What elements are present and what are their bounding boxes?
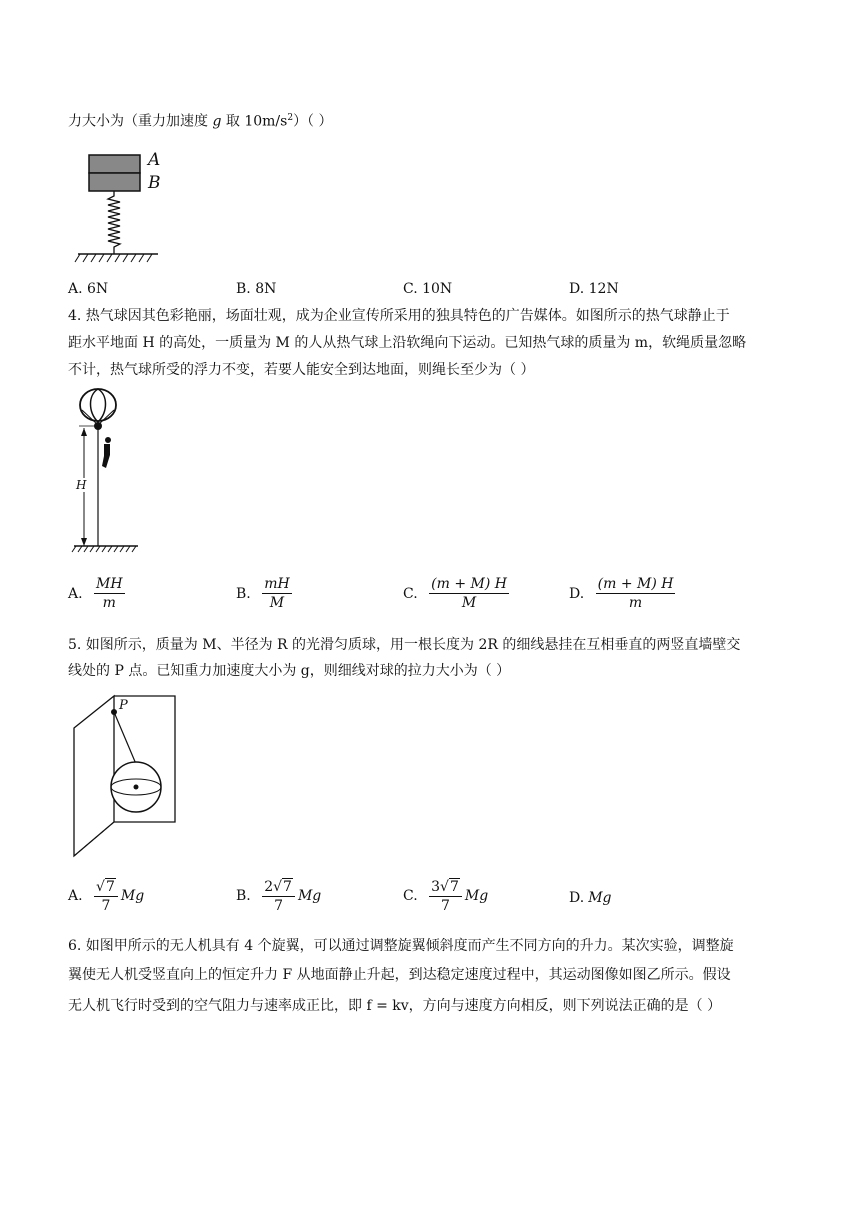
q5-option-c[interactable]: C. $\frac{3√7}{7}$ Mg (403, 879, 489, 914)
q4-option-d[interactable]: D. $\frac{(m + M) H}{m}$ (569, 576, 674, 611)
q5-option-a[interactable]: A. $\frac{√7}{7}$ Mg (68, 879, 145, 914)
q4-stem-line1: 4. 热气球因其色彩艳丽，场面壮观，成为企业宣传所采用的独具特色的广告媒体。如图所示的热气球静止于 (68, 308, 730, 324)
block-b-label: B (148, 173, 161, 193)
q4-stem-line3: 不计，热气球所受的浮力不变，若要人能安全到达地面，则绳长至少为（ ） (68, 362, 535, 378)
q4-option-c[interactable]: C. $\frac{(m + M) H}{M}$ (403, 576, 507, 611)
q3-stem-tail: 力大小为（重力加速度 g 取 $10m/s^2$）（ ） (68, 113, 333, 130)
q5-stem-line2: 线处的 P 点。已知重力加速度大小为 g，则细线对球的拉力大小为（ ） (68, 663, 511, 679)
q5-stem-line1: 5. 如图所示，质量为 M、半径为 R 的光滑匀质球，用一根长度为 2R 的细线悬挂在互相垂直的两竖直墙壁交 (68, 637, 741, 653)
point-p-label: P (119, 698, 128, 713)
block-a-label: A (148, 150, 161, 170)
q5-option-b[interactable]: B. $\frac{2√7}{7}$ Mg (236, 879, 322, 914)
q4-option-a[interactable]: A. $\frac{MH}{m}$ (68, 576, 123, 611)
q5-option-d[interactable]: D. Mg (569, 890, 612, 906)
q3-option-d[interactable]: D. 12N (569, 281, 619, 297)
q4-option-b[interactable]: B. $\frac{mH}{M}$ (236, 576, 290, 611)
q6-stem-line1: 6. 如图甲所示的无人机具有 4 个旋翼，可以通过调整旋翼倾斜度而产生不同方向的升力。某次实验，调整旋 (68, 938, 734, 954)
q3-option-c[interactable]: C. 10N (403, 281, 453, 297)
q3-option-b[interactable]: B. 8N (236, 281, 277, 297)
q3-option-a[interactable]: A. 6N (68, 281, 109, 297)
q6-stem-line3: 无人机飞行时受到的空气阻力与速率成正比，即 f = kv，方向与速度方向相反，则下列说法正确的是（ ） (68, 998, 722, 1014)
q4-stem-line2: 距水平地面 H 的高处，一质量为 M 的人从热气球上沿软绳向下运动。已知热气球的质量为 m，软绳质量忽略 (68, 335, 747, 351)
height-h-label: H (76, 478, 87, 492)
q6-stem-line2: 翼使无人机受竖直向上的恒定升力 F 从地面静止升起，到达稳定速度过程中，其运动图像如图乙所示。假设 (68, 967, 731, 983)
